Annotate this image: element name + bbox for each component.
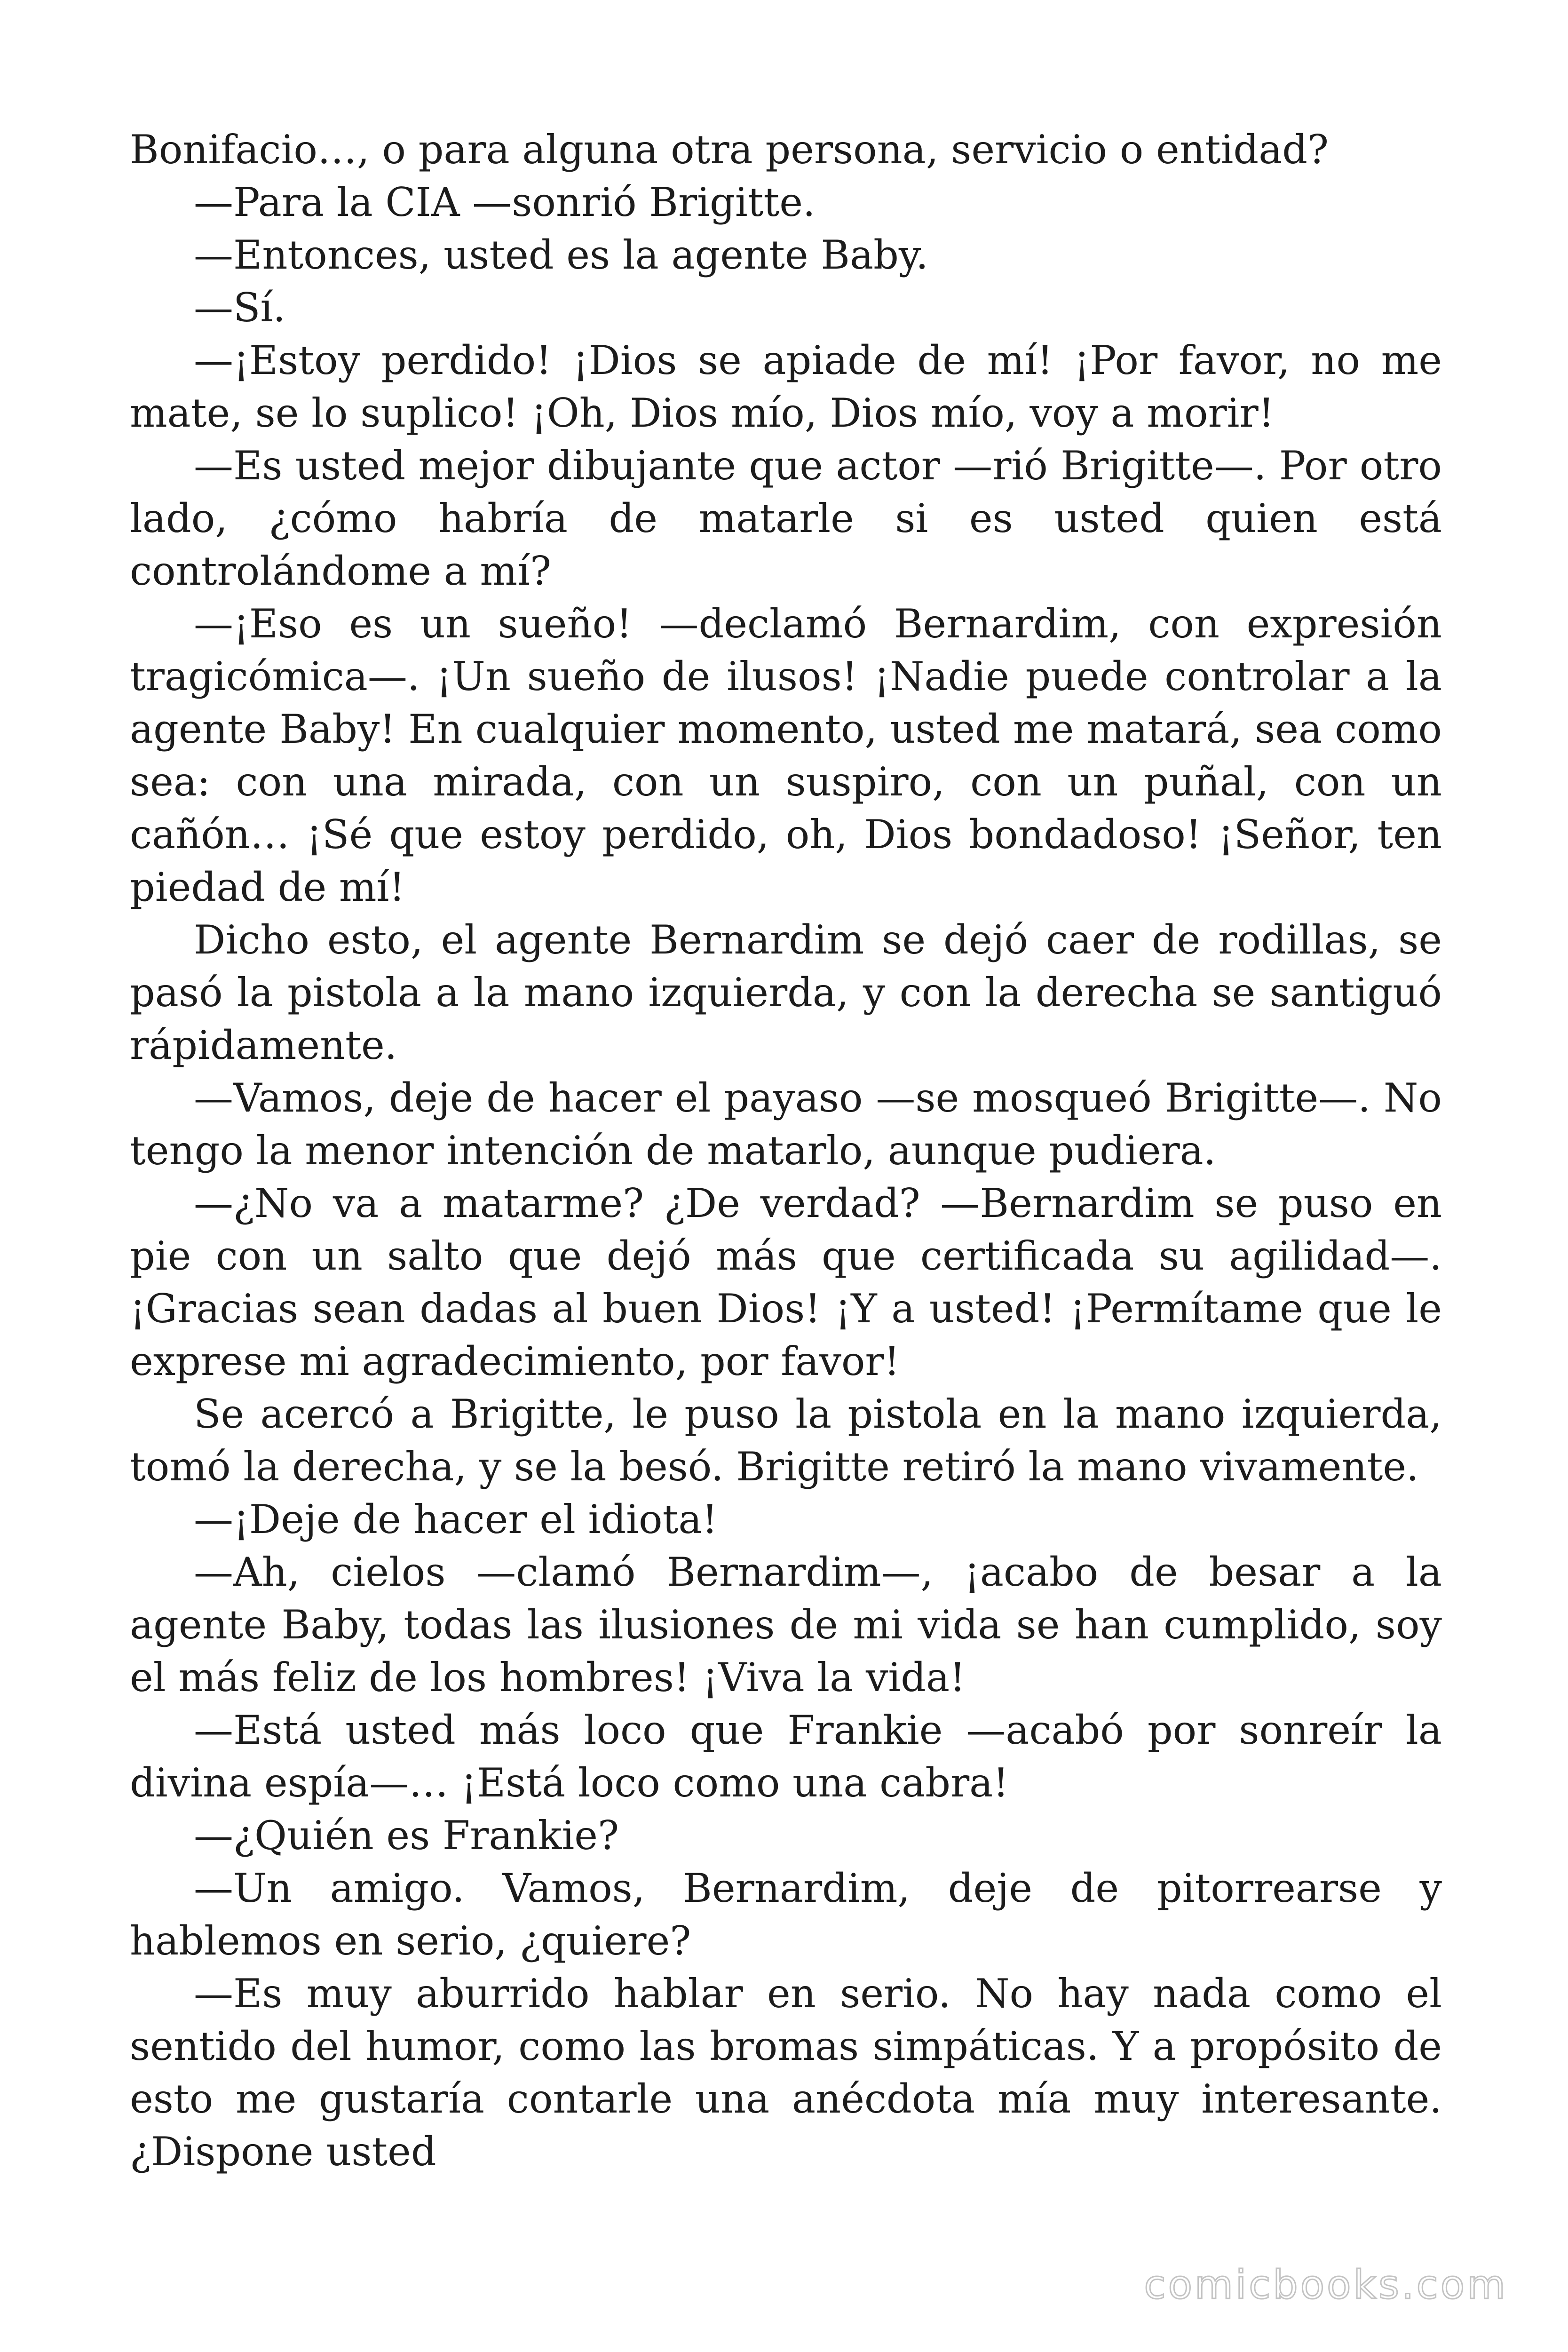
paragraph: —¡Eso es un sueño! —declamó Bernardim, con expresión tragicómica—. ¡Un sueño de ilusos! ¡Nadie puede controlar a la agente Baby! En cualquier momento, usted me matará, sea como sea: con una mirada, con un suspiro, con un puñal, con un cañón… ¡Sé que estoy perdido, oh, Dios bondadoso! ¡Señor, ten piedad de mí! bbox=[130, 601, 1442, 910]
paragraph: Se acercó a Brigitte, le puso la pistola en la mano izquierda, tomó la derecha, y se la besó. Brigitte retiró la mano vivamente. bbox=[130, 1391, 1442, 1490]
paragraph: —Es usted mejor dibujante que actor —rió Brigitte—. Por otro lado, ¿cómo habría de matarle si es usted quien está controlándome a mí? bbox=[130, 443, 1442, 594]
paragraph: —Entonces, usted es la agente Baby. bbox=[194, 232, 928, 278]
paragraph: —¡Estoy perdido! ¡Dios se apiade de mí! ¡Por favor, no me mate, se lo suplico! ¡Oh, Dios mío, Dios mío, voy a morir! bbox=[130, 337, 1442, 436]
paragraph: —Ah, cielos —clamó Bernardim—, ¡acabo de besar a la agente Baby, todas las ilusiones de mi vida se han cumplido, soy el más feliz de los hombres! ¡Viva la vida! bbox=[130, 1549, 1442, 1700]
paragraph: —¿Quién es Frankie? bbox=[194, 1812, 619, 1859]
paragraph: —Vamos, deje de hacer el payaso —se mosqueó Brigitte—. No tengo la menor intención de matarlo, aunque pudiera. bbox=[130, 1075, 1442, 1174]
watermark-logo: comicbooks.com bbox=[1144, 2262, 1508, 2308]
paragraph: —¡Deje de hacer el idiota! bbox=[194, 1496, 718, 1542]
paragraph: Bonifacio…, o para alguna otra persona, servicio o entidad? bbox=[130, 127, 1329, 173]
paragraph: Dicho esto, el agente Bernardim se dejó caer de rodillas, se pasó la pistola a la mano izquierda, y con la derecha se santiguó rápidamente. bbox=[130, 917, 1442, 1068]
paragraph: —Sí. bbox=[194, 285, 286, 331]
paragraph: —Para la CIA —sonrió Brigitte. bbox=[194, 179, 816, 225]
paragraph: —Es muy aburrido hablar en serio. No hay nada como el sentido del humor, como las bromas simpáticas. Y a propósito de esto me gustaría contarle una anécdota mía muy interesante. ¿Dispone usted bbox=[130, 1971, 1442, 2175]
paragraph: —Un amigo. Vamos, Bernardim, deje de pitorrearse y hablemos en serio, ¿quiere? bbox=[130, 1865, 1442, 1964]
page-body-text bbox=[130, 123, 1442, 2178]
paragraph: —¿No va a matarme? ¿De verdad? —Bernardim se puso en pie con un salto que dejó más que certificada su agilidad—. ¡Gracias sean dadas al buen Dios! ¡Y a usted! ¡Permítame que le exprese mi agradecimiento, por favor! bbox=[130, 1180, 1442, 1384]
paragraph: —Está usted más loco que Frankie —acabó por sonreír la divina espía—… ¡Está loco como una cabra! bbox=[130, 1707, 1442, 1806]
